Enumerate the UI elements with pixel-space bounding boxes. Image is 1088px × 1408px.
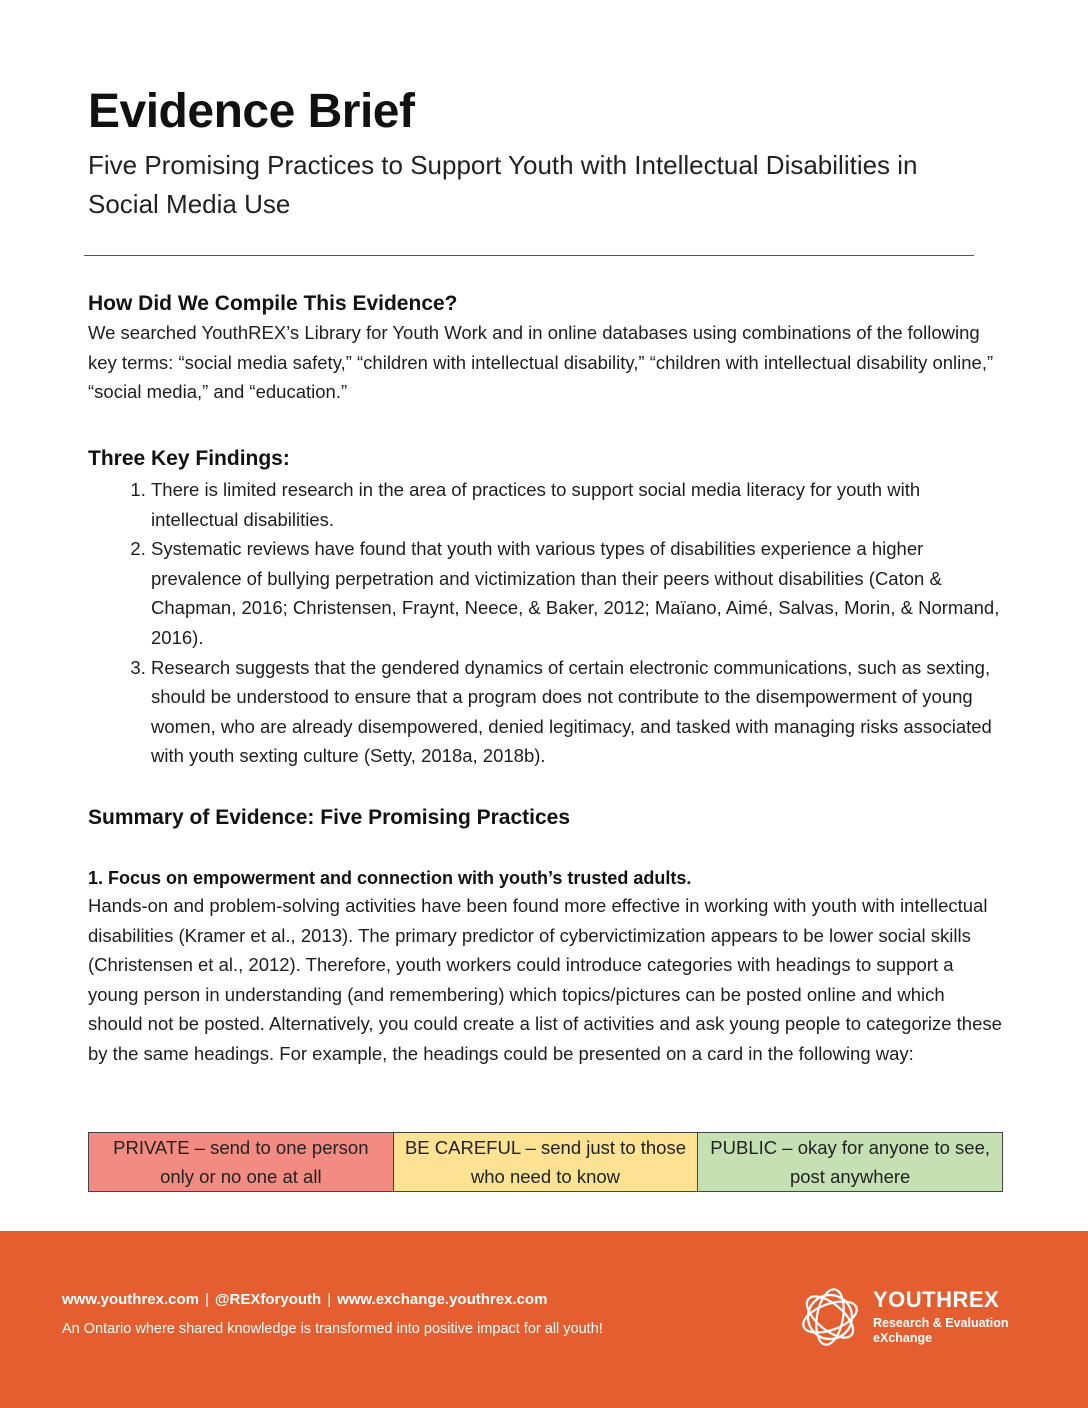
summary-section [88,804,1003,832]
page-subtitle: Five Promising Practices to Support Youth with Intellectual Disabilities in Social Media Use [88,150,918,219]
findings-heading: Three Key Findings: [88,447,290,470]
website-link[interactable]: www.youthrex.com [62,1291,199,1308]
card-private: PRIVATE – send to one person only or no one at all [89,1133,394,1192]
footer-banner [0,1231,1088,1408]
findings-list [88,475,1003,771]
finding-item: 2. Systematic reviews have found that youth with various types of disabilities experience a higher prevalence of bullying perpetration and victimization than their peers without disabilities (Caton & Chapman, 2016; Christensen, Fraynt, Neece, & Baker, 2012; Maïano, Aimé, Salvas, Morin, & Normand, 2016). [151,534,1003,652]
link-separator: | [327,1291,332,1308]
footer-tagline: An Ontario where shared knowledge is transformed into positive impact for all youth! [62,1321,603,1337]
practice-1 [88,865,1003,1069]
twitter-link[interactable]: @REXforyouth [214,1291,322,1308]
logo-subtitle: Research & Evaluation eXchange [873,1316,1009,1345]
category-card [88,1132,1003,1192]
finding-item: 1. There is limited research in the area of practices to support social media literacy for youth with intellectual disabilities. [151,475,1003,534]
page-title: Evidence Brief [88,85,415,138]
link-separator: | [204,1291,209,1308]
interlocking-rings-icon [798,1285,862,1349]
footer-links [62,1291,547,1308]
card-public: PUBLIC – okay for anyone to see, post anywhere [698,1133,1003,1192]
logo-name: YOUTHREX [873,1287,1000,1312]
compile-body: We searched YouthREX’s Library for Youth Work and in online databases using combinations of the following key terms: “social media safety,” “children with intellectual disability,” “children with intellectual disability online,” “social media,” and “education.” [88,322,994,403]
practice-1-title: 1. Focus on empowerment and connection with youth’s trusted adults. [88,868,692,888]
findings-section [88,445,1003,771]
practice-1-body: Hands-on and problem-solving activities have been found more effective in working with youth with intellectual disabilities (Kramer et al., 2013). The primary predictor of cybervictimization appears to be lower social skills (Christensen et al., 2012). Therefore, youth workers could introduce categories with headings to support a young person in understanding (and remembering) which topics/pictures can be posted online and which should not be posted. Alternatively, you could create a list of activities and ask young people to categorize these by the same headings. For example, the headings could be presented on a card in the following way: [88,895,1002,1064]
finding-item: 3. Research suggests that the gendered dynamics of certain electronic communications, such as sexting, should be understood to ensure that a program does not contribute to the disempowerment of young women, who are already disempowered, denied legitimacy, and tasked with managing risks associated with youth sexting culture (Setty, 2018a, 2018b). [151,653,1003,771]
card-be-careful: BE CAREFUL – send just to those who need to know [393,1133,698,1192]
compile-section [88,290,1003,407]
youthrex-logo [798,1285,1028,1355]
title-divider [84,255,974,256]
exchange-link[interactable]: www.exchange.youthrex.com [337,1291,548,1308]
summary-heading: Summary of Evidence: Five Promising Practices [88,806,571,829]
compile-heading: How Did We Compile This Evidence? [88,292,458,315]
